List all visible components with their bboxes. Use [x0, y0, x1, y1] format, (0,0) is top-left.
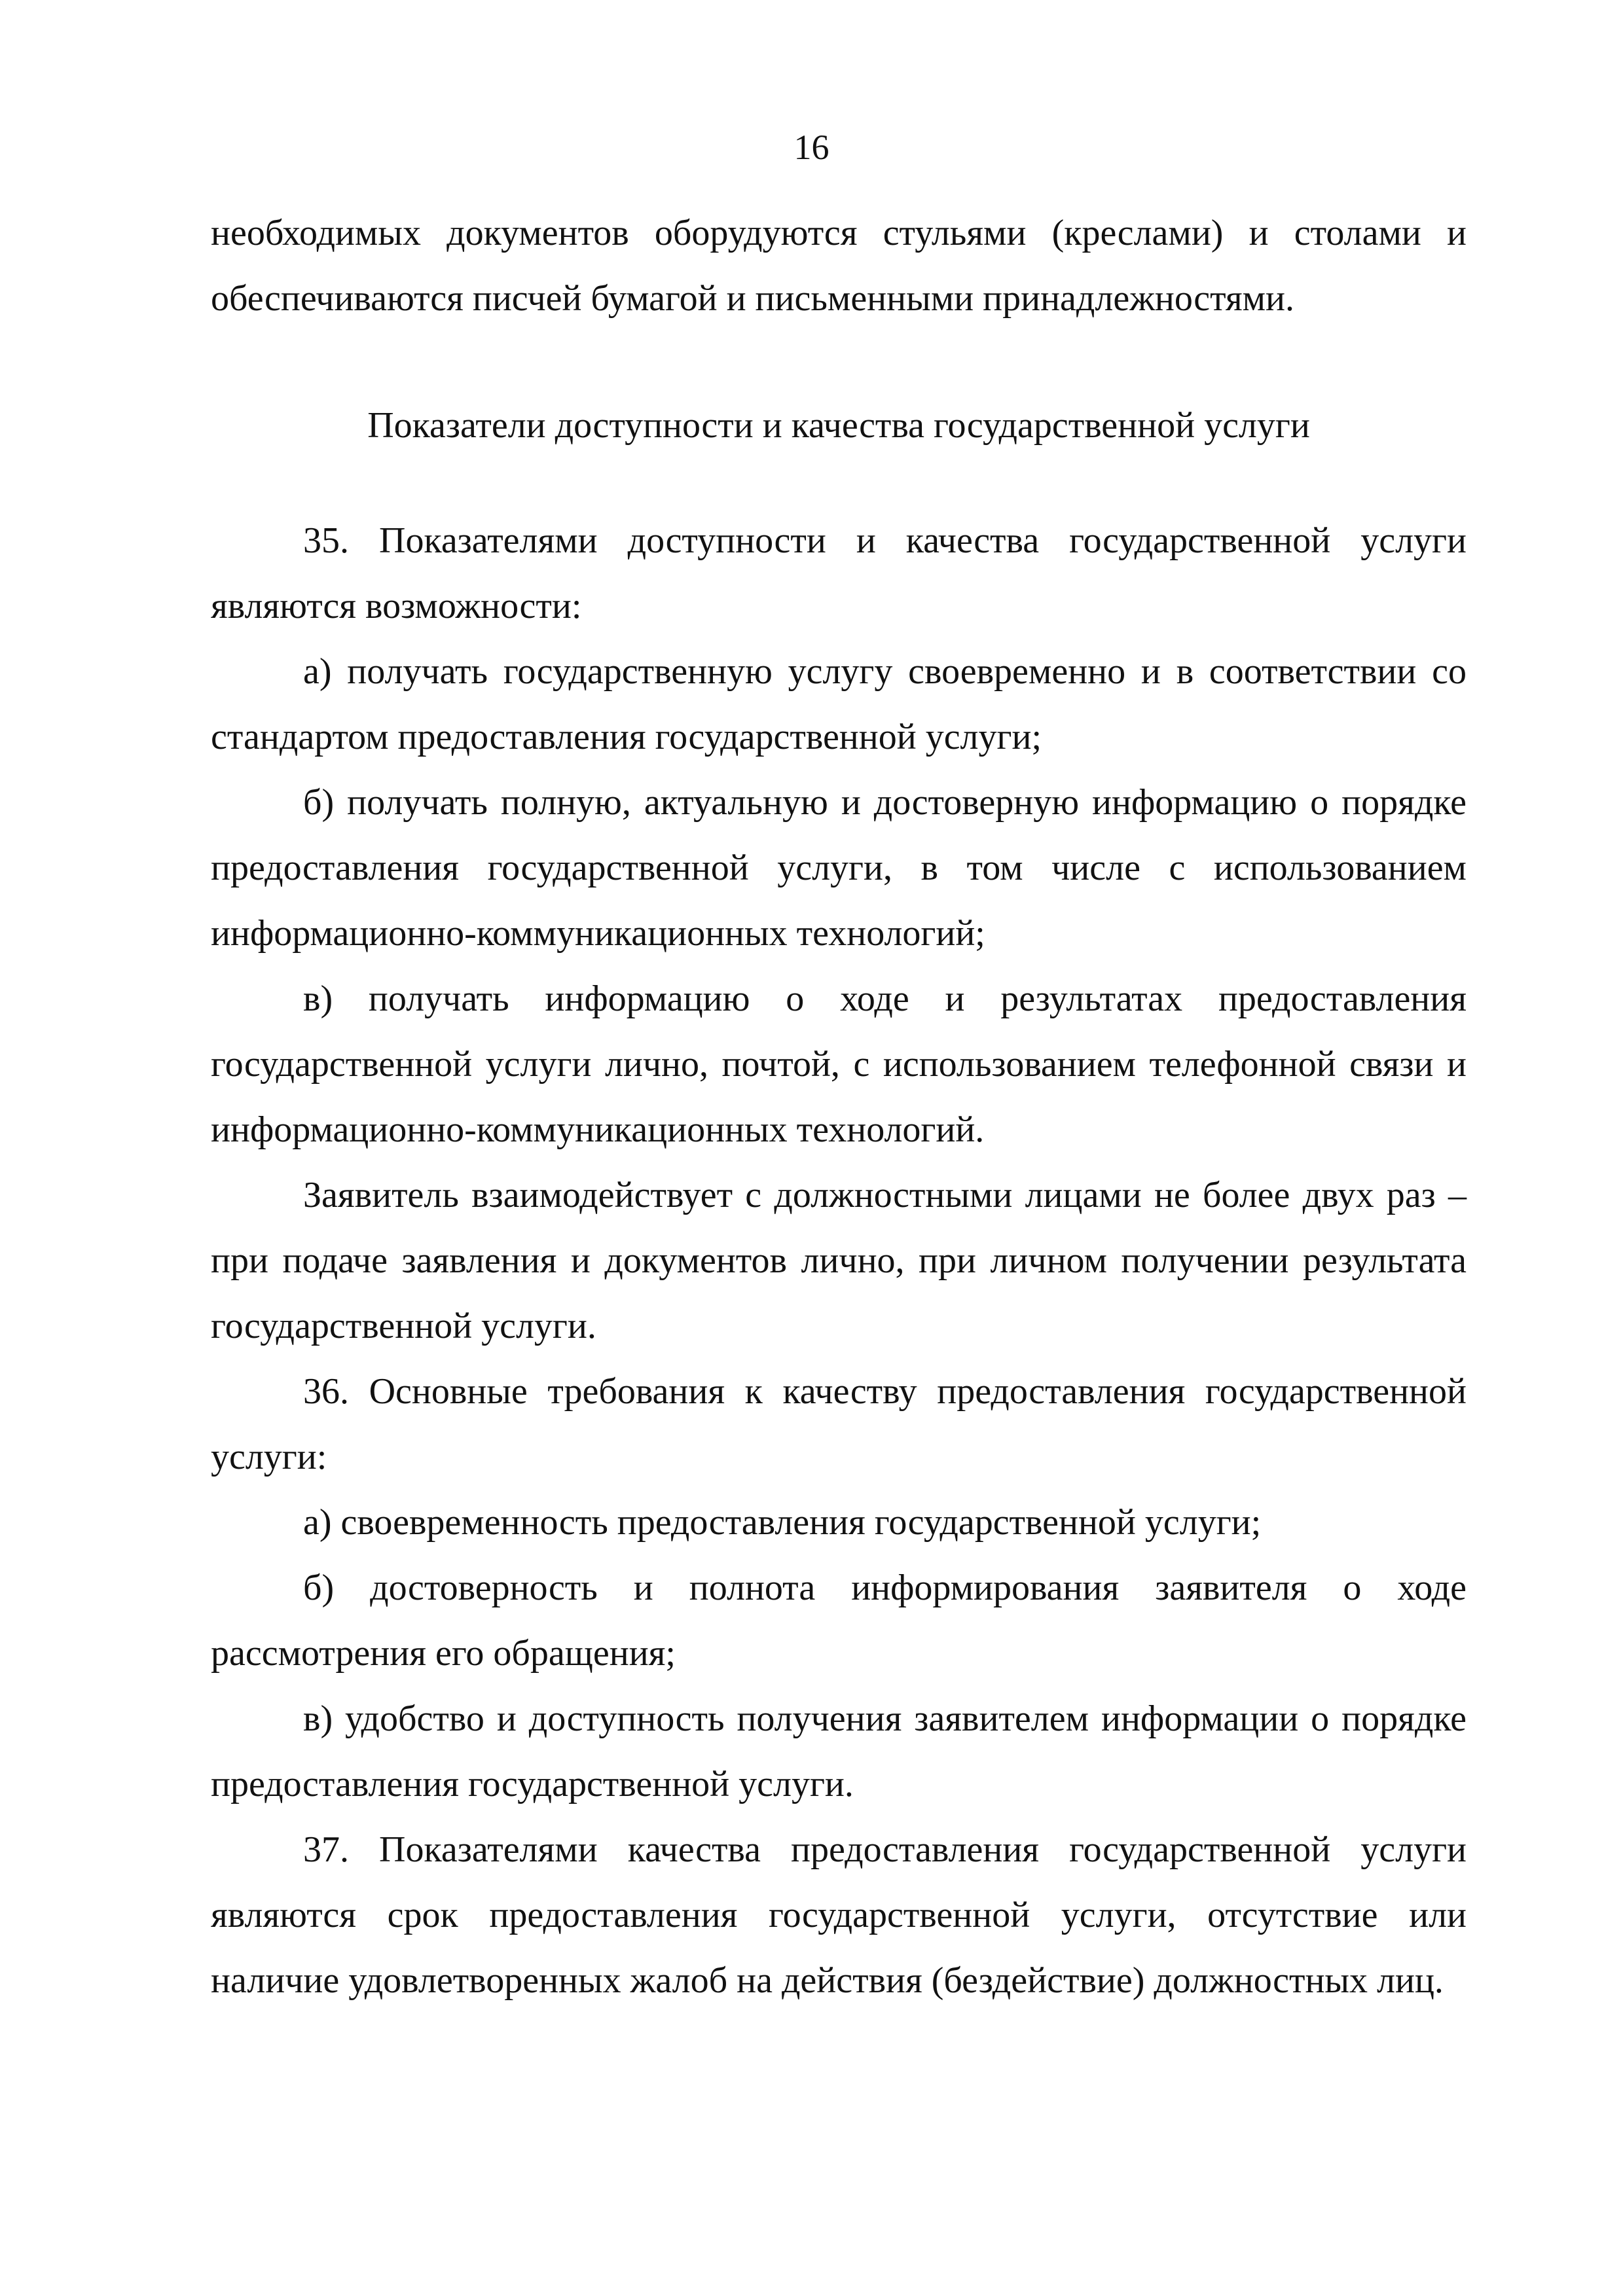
paragraph-36-a: а) своевременность предоставления государственной услуги;: [303, 1502, 1262, 1543]
paragraph-36-v: в) удобство и доступность получения заявителем информации о порядке предоставления государственной услуги.: [211, 1698, 1467, 1804]
section-heading: Показатели доступности и качества государственной услуги: [367, 405, 1310, 446]
paragraph-35-a: а) получать государственную услугу своевременно и в соответствии со стандартом предоставления государственной услуги;: [211, 651, 1467, 757]
continuation-paragraph: необходимых документов оборудуются стульями (креслами) и столами и обеспечиваются писчей бумагой и письменными принадлежностями.: [211, 213, 1467, 319]
paragraph-35-b: б) получать полную, актуальную и достоверную информацию о порядке предоставления государственной услуги, в том числе с использованием информационно-коммуникационных технологий;: [211, 782, 1467, 954]
paragraph-36: 36. Основные требования к качеству предоставления государственной услуги:: [211, 1371, 1467, 1477]
paragraph-applicant: Заявитель взаимодействует с должностными лицами не более двух раз – при подаче заявления и документов лично, при личном получении результата государственной услуги.: [211, 1175, 1467, 1346]
paragraph-35-v: в) получать информацию о ходе и результатах предоставления государственной услуги лично, почтой, с использованием телефонной связи и информационно-коммуникационных технологий.: [211, 978, 1467, 1150]
page-number: 16: [793, 128, 830, 167]
paragraph-36-b: б) достоверность и полнота информирования заявителя о ходе рассмотрения его обращения;: [211, 1568, 1467, 1674]
document-body: [211, 200, 1467, 2013]
paragraph-35: 35. Показателями доступности и качества государственной услуги являются возможности:: [211, 520, 1467, 626]
paragraph-37: 37. Показателями качества предоставления государственной услуги являются срок предоставления государственной услуги, отсутствие или наличие удовлетворенных жалоб на действия (бездействие) должностных лиц.: [211, 1829, 1467, 2001]
